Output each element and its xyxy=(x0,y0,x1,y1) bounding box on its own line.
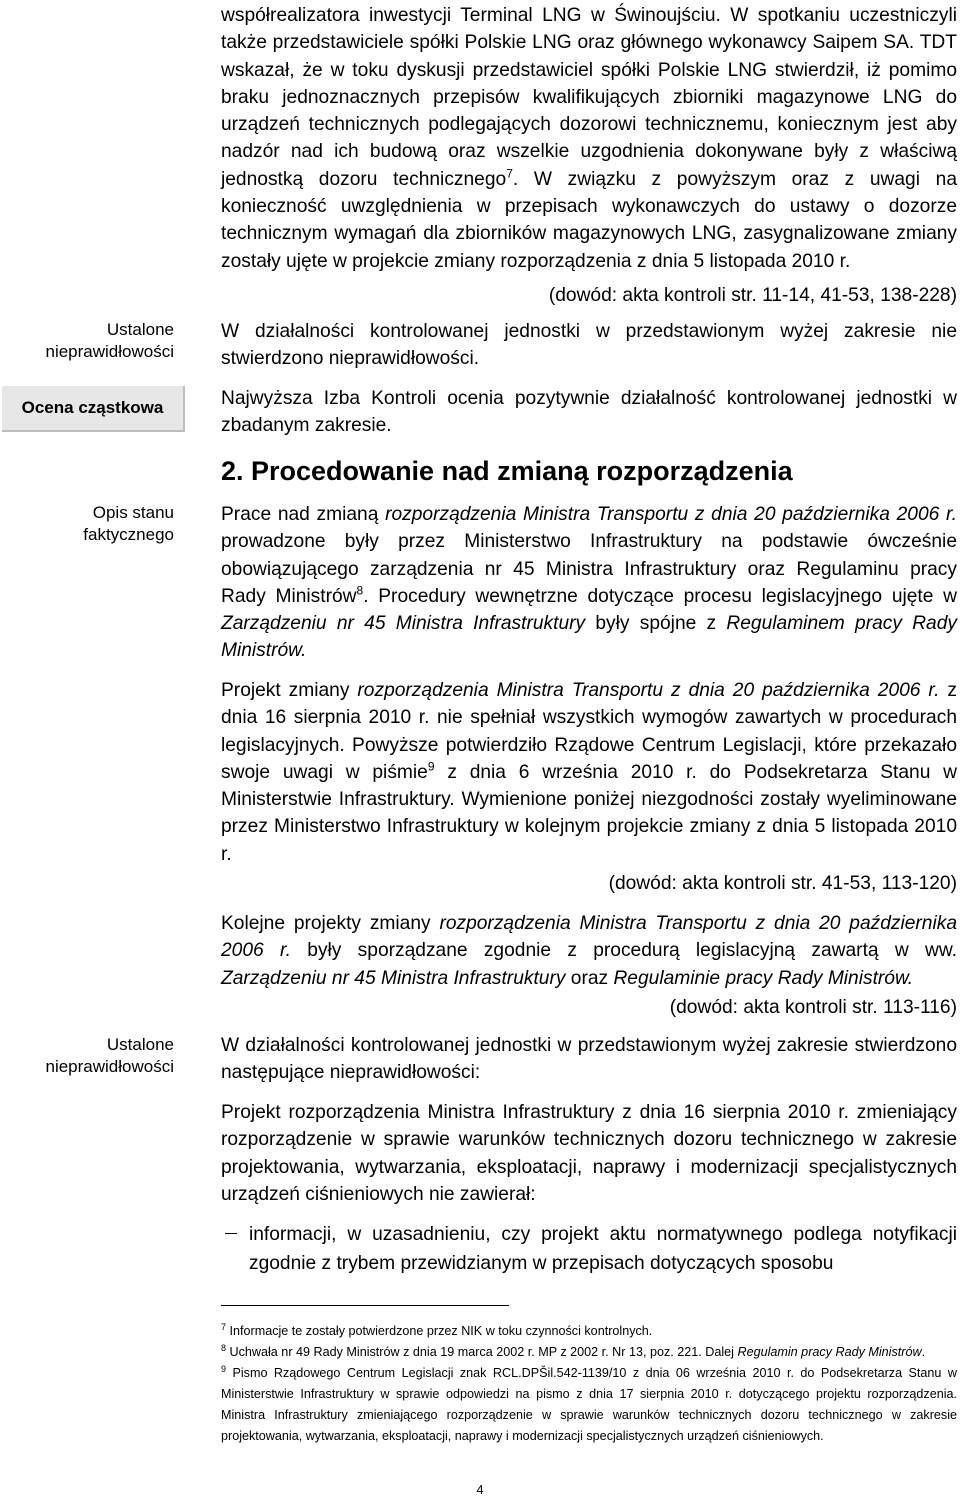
paragraph-later-drafts: Kolejne projekty zmiany rozporządzenia Ministra Transportu z dnia 20 października 2006 r. były sporządzane zgodnie z procedurą legislacyjną zawartą w ww. Zarządzeniu nr 45 Ministra Infrastruktury oraz Regulaminie pracy Rady Ministrów. xyxy=(221,913,957,989)
footnote-separator xyxy=(221,1305,509,1306)
paragraph-draft-regulation: Projekt rozporządzenia Ministra Infrastruktury z dnia 16 sierpnia 2010 r. zmieniający rozporządzenie w sprawie warunków technicznych dozoru technicznego w zakresie projektowania, wytwarzania, eksploatacji, naprawy i modernizacji specjalistycznych urządzeń ciśnieniowych nie zawierał: xyxy=(221,1102,957,1205)
evidence-ref-2: (dowód: akta kontroli str. 41-53, 113-120) xyxy=(608,873,957,894)
paragraph-positive-assessment: Najwyższa Izba Kontroli ocenia pozytywnie działalność kontrolowanej jednostki w zbadanym zakresie. xyxy=(221,388,957,437)
footnote-ref-7[interactable]: 7 xyxy=(506,166,513,181)
list-item: informacji, w uzasadnieniu, czy projekt aktu normatywnego podlega notyfikacji zgodnie z trybem przewidzianym w przepisach dotyczących sposobu xyxy=(221,1220,957,1278)
footnote-ref-8[interactable]: 8 xyxy=(356,583,364,598)
footnotes xyxy=(221,1321,957,1447)
margin-label-facts: Opis stanu faktycznego xyxy=(83,503,174,544)
paragraph-procedure-work: Prace nad zmianą rozporządzenia Ministra Transportu z dnia 20 października 2006 r. prowadzone były przez Ministerstwo Infrastruktury na podstawie ówcześnie obowiązującego zarządzenia nr 45 Ministra Infrastruktury oraz Regulaminu pracy Rady Ministrów$^8$. Procedury wewnętrzne dotyczące procesu legislacyjnego ujęte w Zarządzeniu nr 45 Ministra Infrastruktury były spójne z Regulaminem pracy Rady Ministrów. xyxy=(221,504,958,662)
page-number: 4 xyxy=(476,1482,484,1497)
paragraph-found-irregularities: W działalności kontrolowanej jednostki w przedstawionym wyżej zakresie stwierdzono następujące nieprawidłowości: xyxy=(221,1035,957,1084)
margin-column xyxy=(0,0,186,1509)
evidence-ref-1: (dowód: akta kontroli str. 11-14, 41-53, 138-228) xyxy=(548,285,957,306)
margin-box-partial-assessment: Ocena cząstkowa xyxy=(2,386,185,432)
evidence-ref-3: (dowód: akta kontroli str. 113-116) xyxy=(669,997,957,1018)
footnote-ref-9[interactable]: 9 xyxy=(427,759,435,774)
paragraph-draft-deficiencies: Projekt zmiany rozporządzenia Ministra Transportu z dnia 20 października 2006 r. z dnia 16 sierpnia 2010 r. nie spełniał wszystkich wymogów zawartych w procedurach legislacyjnych. Powyższe potwierdziło Rządowe Centrum Legislacji, które przekazało swoje uwagi w piśmie$^9$ z dnia 6 września 2010 r. do Podsekretarza Stanu w Ministerstwie Infrastruktury. Wymienione poniżej niezgodności zostały wyeliminowane przez Ministerstwo Infrastruktury w kolejnym projekcie zmiany z dnia 5 listopada 2010 r. xyxy=(221,680,958,865)
footnote-7: $^7$ Informacje te zostały potwierdzone przez NIK w toku czynności kontrolnych. xyxy=(221,1321,653,1338)
paragraph-terminal-lng: współrealizatora inwestycji Terminal LNG w Świnoujściu. W spotkaniu uczestniczyli także przedstawiciele spółki Polskie LNG oraz głównego wykonawcy Saipem SA. TDT wskazał, że w toku dyskusji przedstawiciel spółki Polskie LNG stwierdził, iż pomimo braku jednoznacznych przepisów kwalifikujących zbiorniki magazynowe LNG do urządzeń technicznych podlegających dozorowi technicznemu, koniecznym jest aby nadzór nad ich budową oraz wszelkie uzgodnienia dokonywane były z właściwą jednostką dozoru technicznego$^7$. W związku z powyższym oraz z uwagi na konieczność uwzględnienia w przepisach wykonawczych do ustawy o dozorze technicznym wymagań dla zbiorników magazynowych LNG, zasygnalizowane zmiany zostały ujęte w projekcie zmiany rozporządzenia z dnia 5 listopada 2010 r. xyxy=(221,5,957,272)
section-heading: 2. Procedowanie nad zmianą rozporządzenia xyxy=(221,456,793,486)
dash-bullet-icon xyxy=(225,1233,237,1234)
footnote-8: $^8$ Uchwała nr 49 Rady Ministrów z dnia 19 marca 2002 r. MP z 2002 r. Nr 13, poz. 221. Dalej Regulamin pracy Rady Ministrów. xyxy=(221,1342,926,1359)
paragraph-no-irregularities: W działalności kontrolowanej jednostki w przedstawionym wyżej zakresie nie stwierdzono nieprawidłowości. xyxy=(221,321,957,370)
margin-label-irregularities: Ustalone nieprawidłowości xyxy=(45,320,174,361)
margin-label-irregularities-2: Ustalone nieprawidłowości xyxy=(45,1035,174,1076)
footnote-9: $^9$ Pismo Rządowego Centrum Legislacji znak RCL.DPŠil.542-1139/10 z dnia 06 września 2010 r. do Podsekretarza Stanu w Ministerstwie Infrastruktury w sprawie odpowiedzi na pismo z dnia 17 sierpnia 2010 r. dotyczącego projektu rozporządzenia. Ministra Infrastruktury zmieniającego rozporządzenie w sprawie warunków technicznych dozoru technicznego w zakresie projektowania, wytwarzania, eksploatacji, naprawy i modernizacji specjalistycznych urządzeń ciśnieniowych. xyxy=(221,1363,957,1443)
